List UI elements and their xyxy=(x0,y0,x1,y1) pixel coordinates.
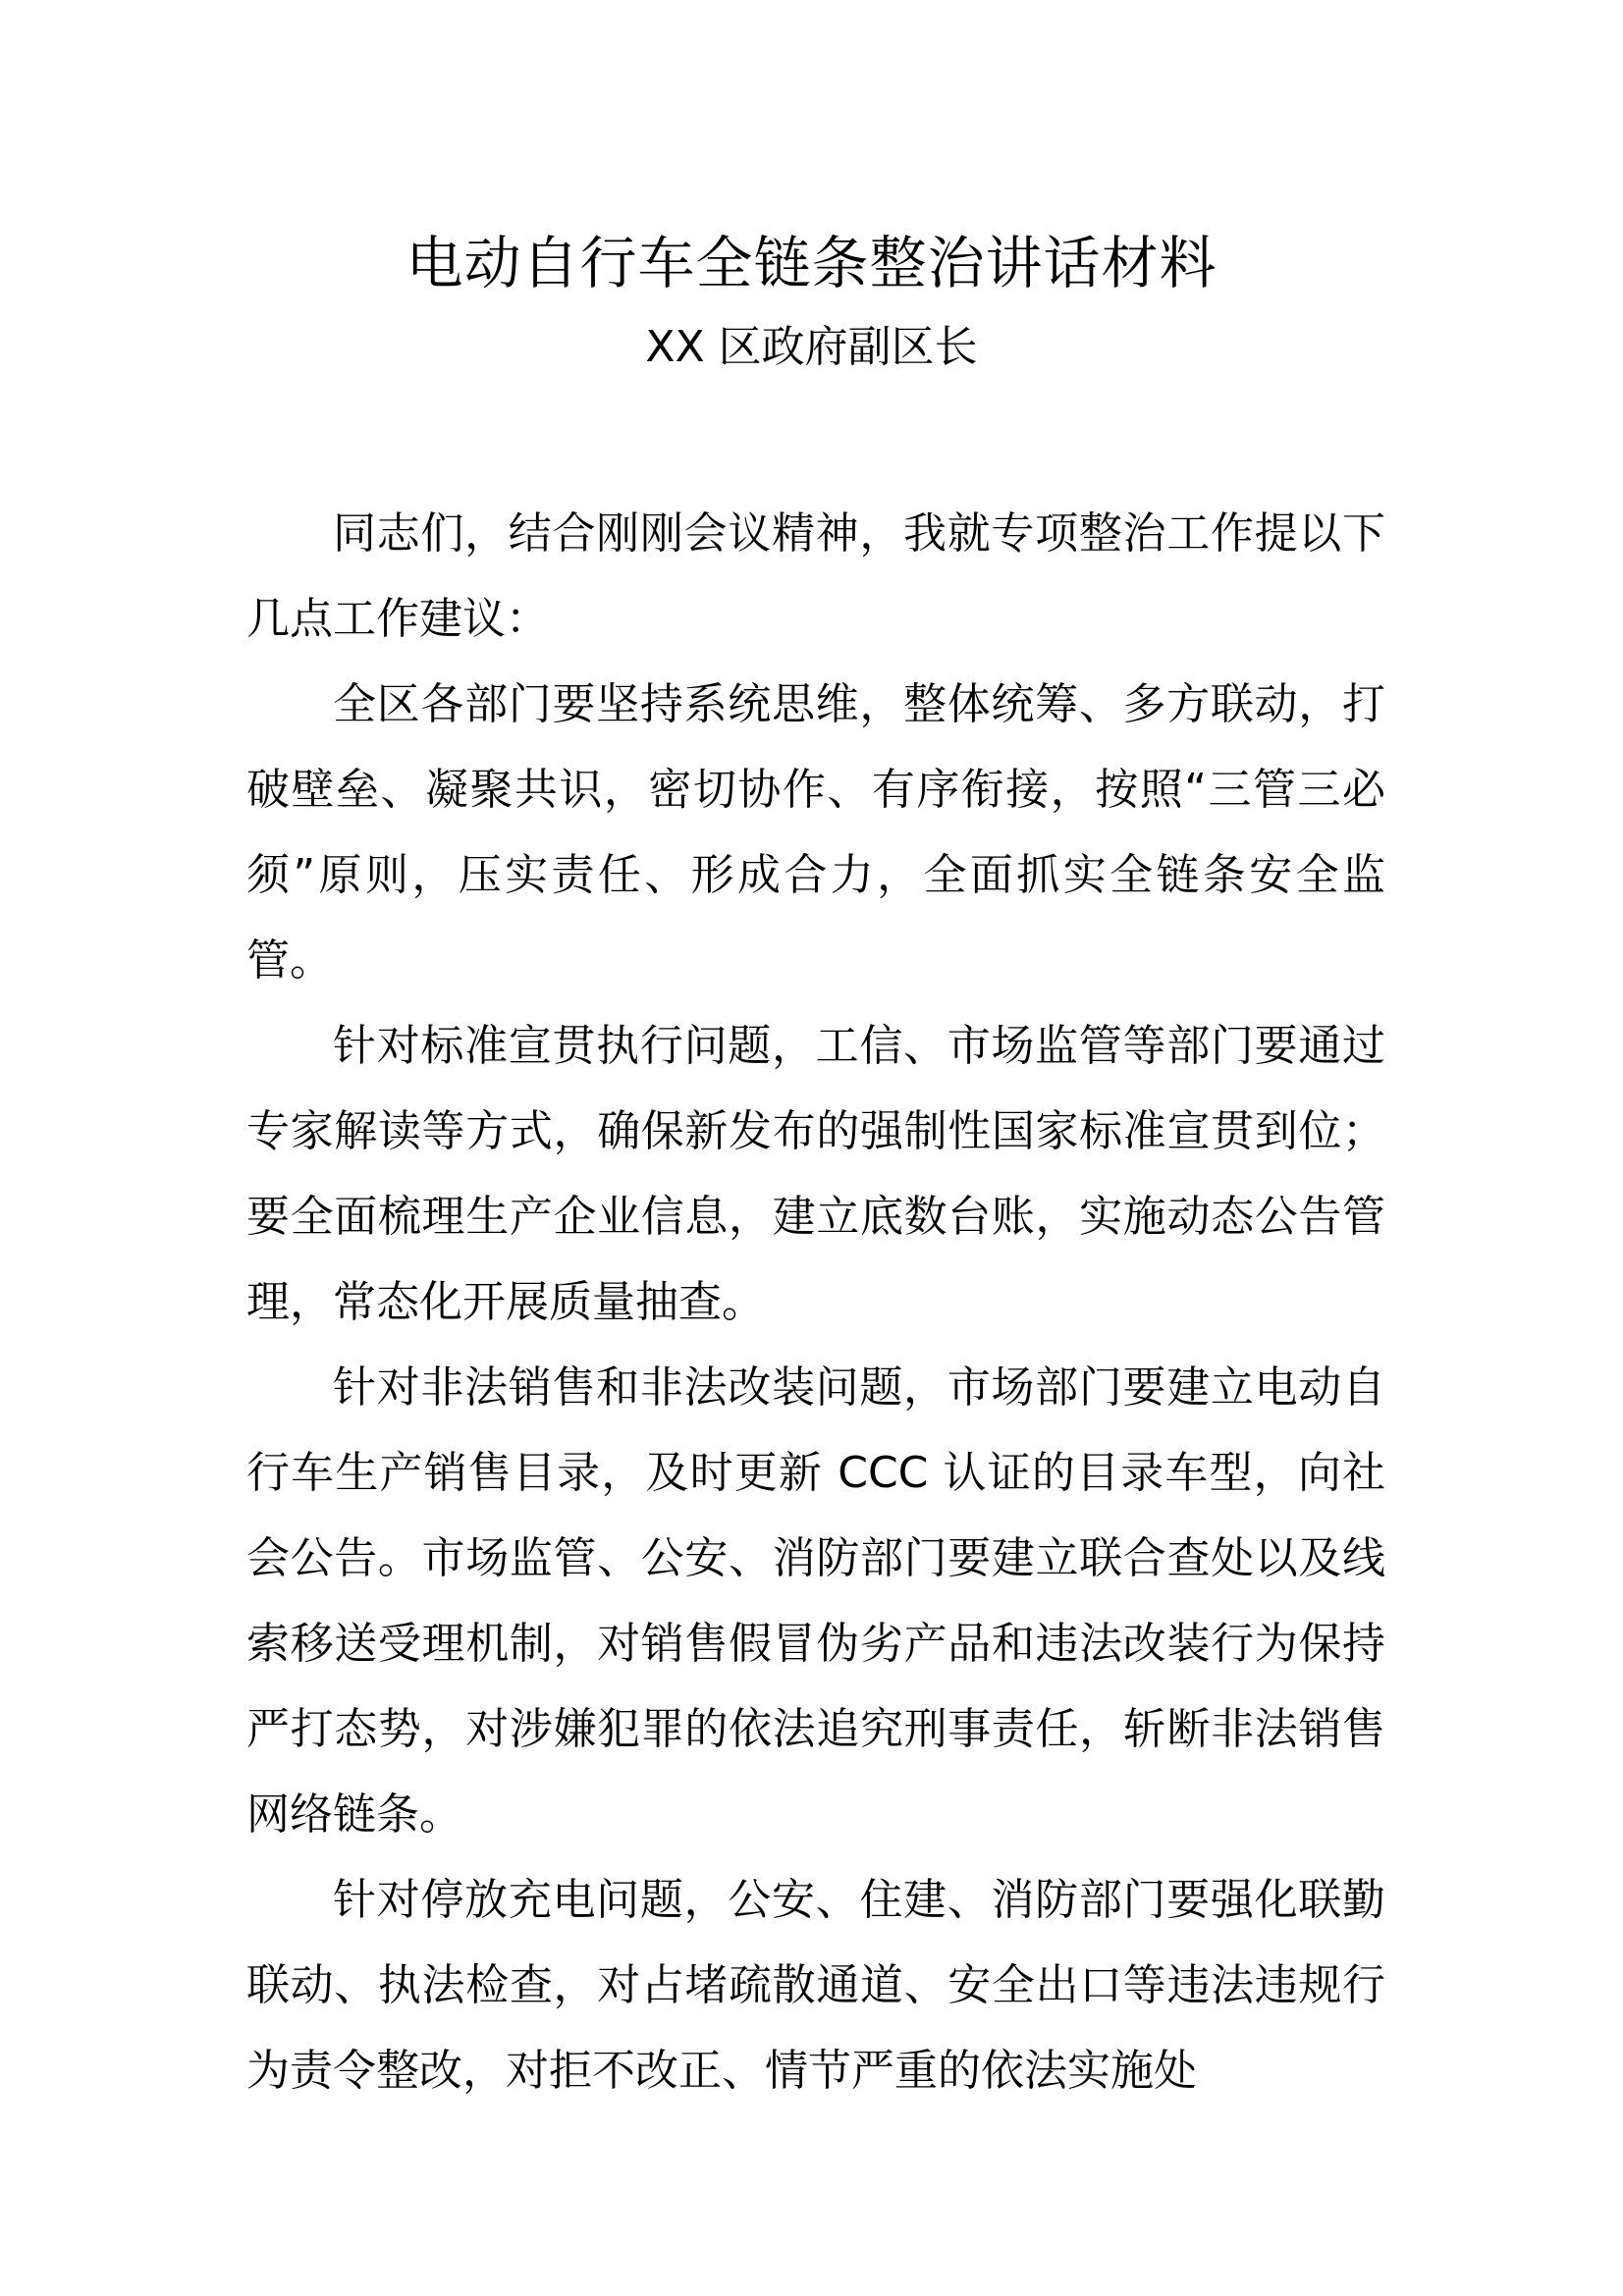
document-body xyxy=(246,491,1385,2113)
paragraph-parking-charging: 针对停放充电问题，公安、住建、消防部门要强化联勤联动、执法检查，对占堵疏散通道、安全出口等违法违规行为责令整改，对拒不改正、情节严重的依法实施处 xyxy=(246,1875,1385,2096)
paragraph-coordination: 全区各部门要坚持系统思维，整体统筹、多方联动，打破壁垒、凝聚共识，密切协作、有序衔接，按照“三管三必须”原则，压实责任、形成合力，全面抓实全链条安全监管。 xyxy=(246,679,1385,986)
paragraph-standards: 针对标准宣贯执行问题，工信、市场监管等部门要通过专家解读等方式，确保新发布的强制性国家标准宣贯到位；要全面梳理生产企业信息，建立底数台账，实施动态公告管理，常态化开展质量抽查。 xyxy=(246,1021,1385,1327)
document-title: 电动自行车全链条整治讲话材料 xyxy=(406,230,1217,296)
paragraph-illegal-sales: 针对非法销售和非法改装问题，市场部门要建立电动自行车生产销售目录，及时更新 CCC 认证的目录车型，向社会公告。市场监管、公安、消防部门要建立联合查处以及线索移送受理机制，对销售假冒伪劣产品和违法改装行为保持严打态势，对涉嫌犯罪的依法追究刑事责任，斩断非法销售网络链条。 xyxy=(246,1362,1385,1840)
document-subtitle: XX 区政府副区长 xyxy=(645,322,978,372)
paragraph-greeting: 同志们，结合刚刚会议精神，我就专项整治工作提以下几点工作建议： xyxy=(246,508,1385,644)
